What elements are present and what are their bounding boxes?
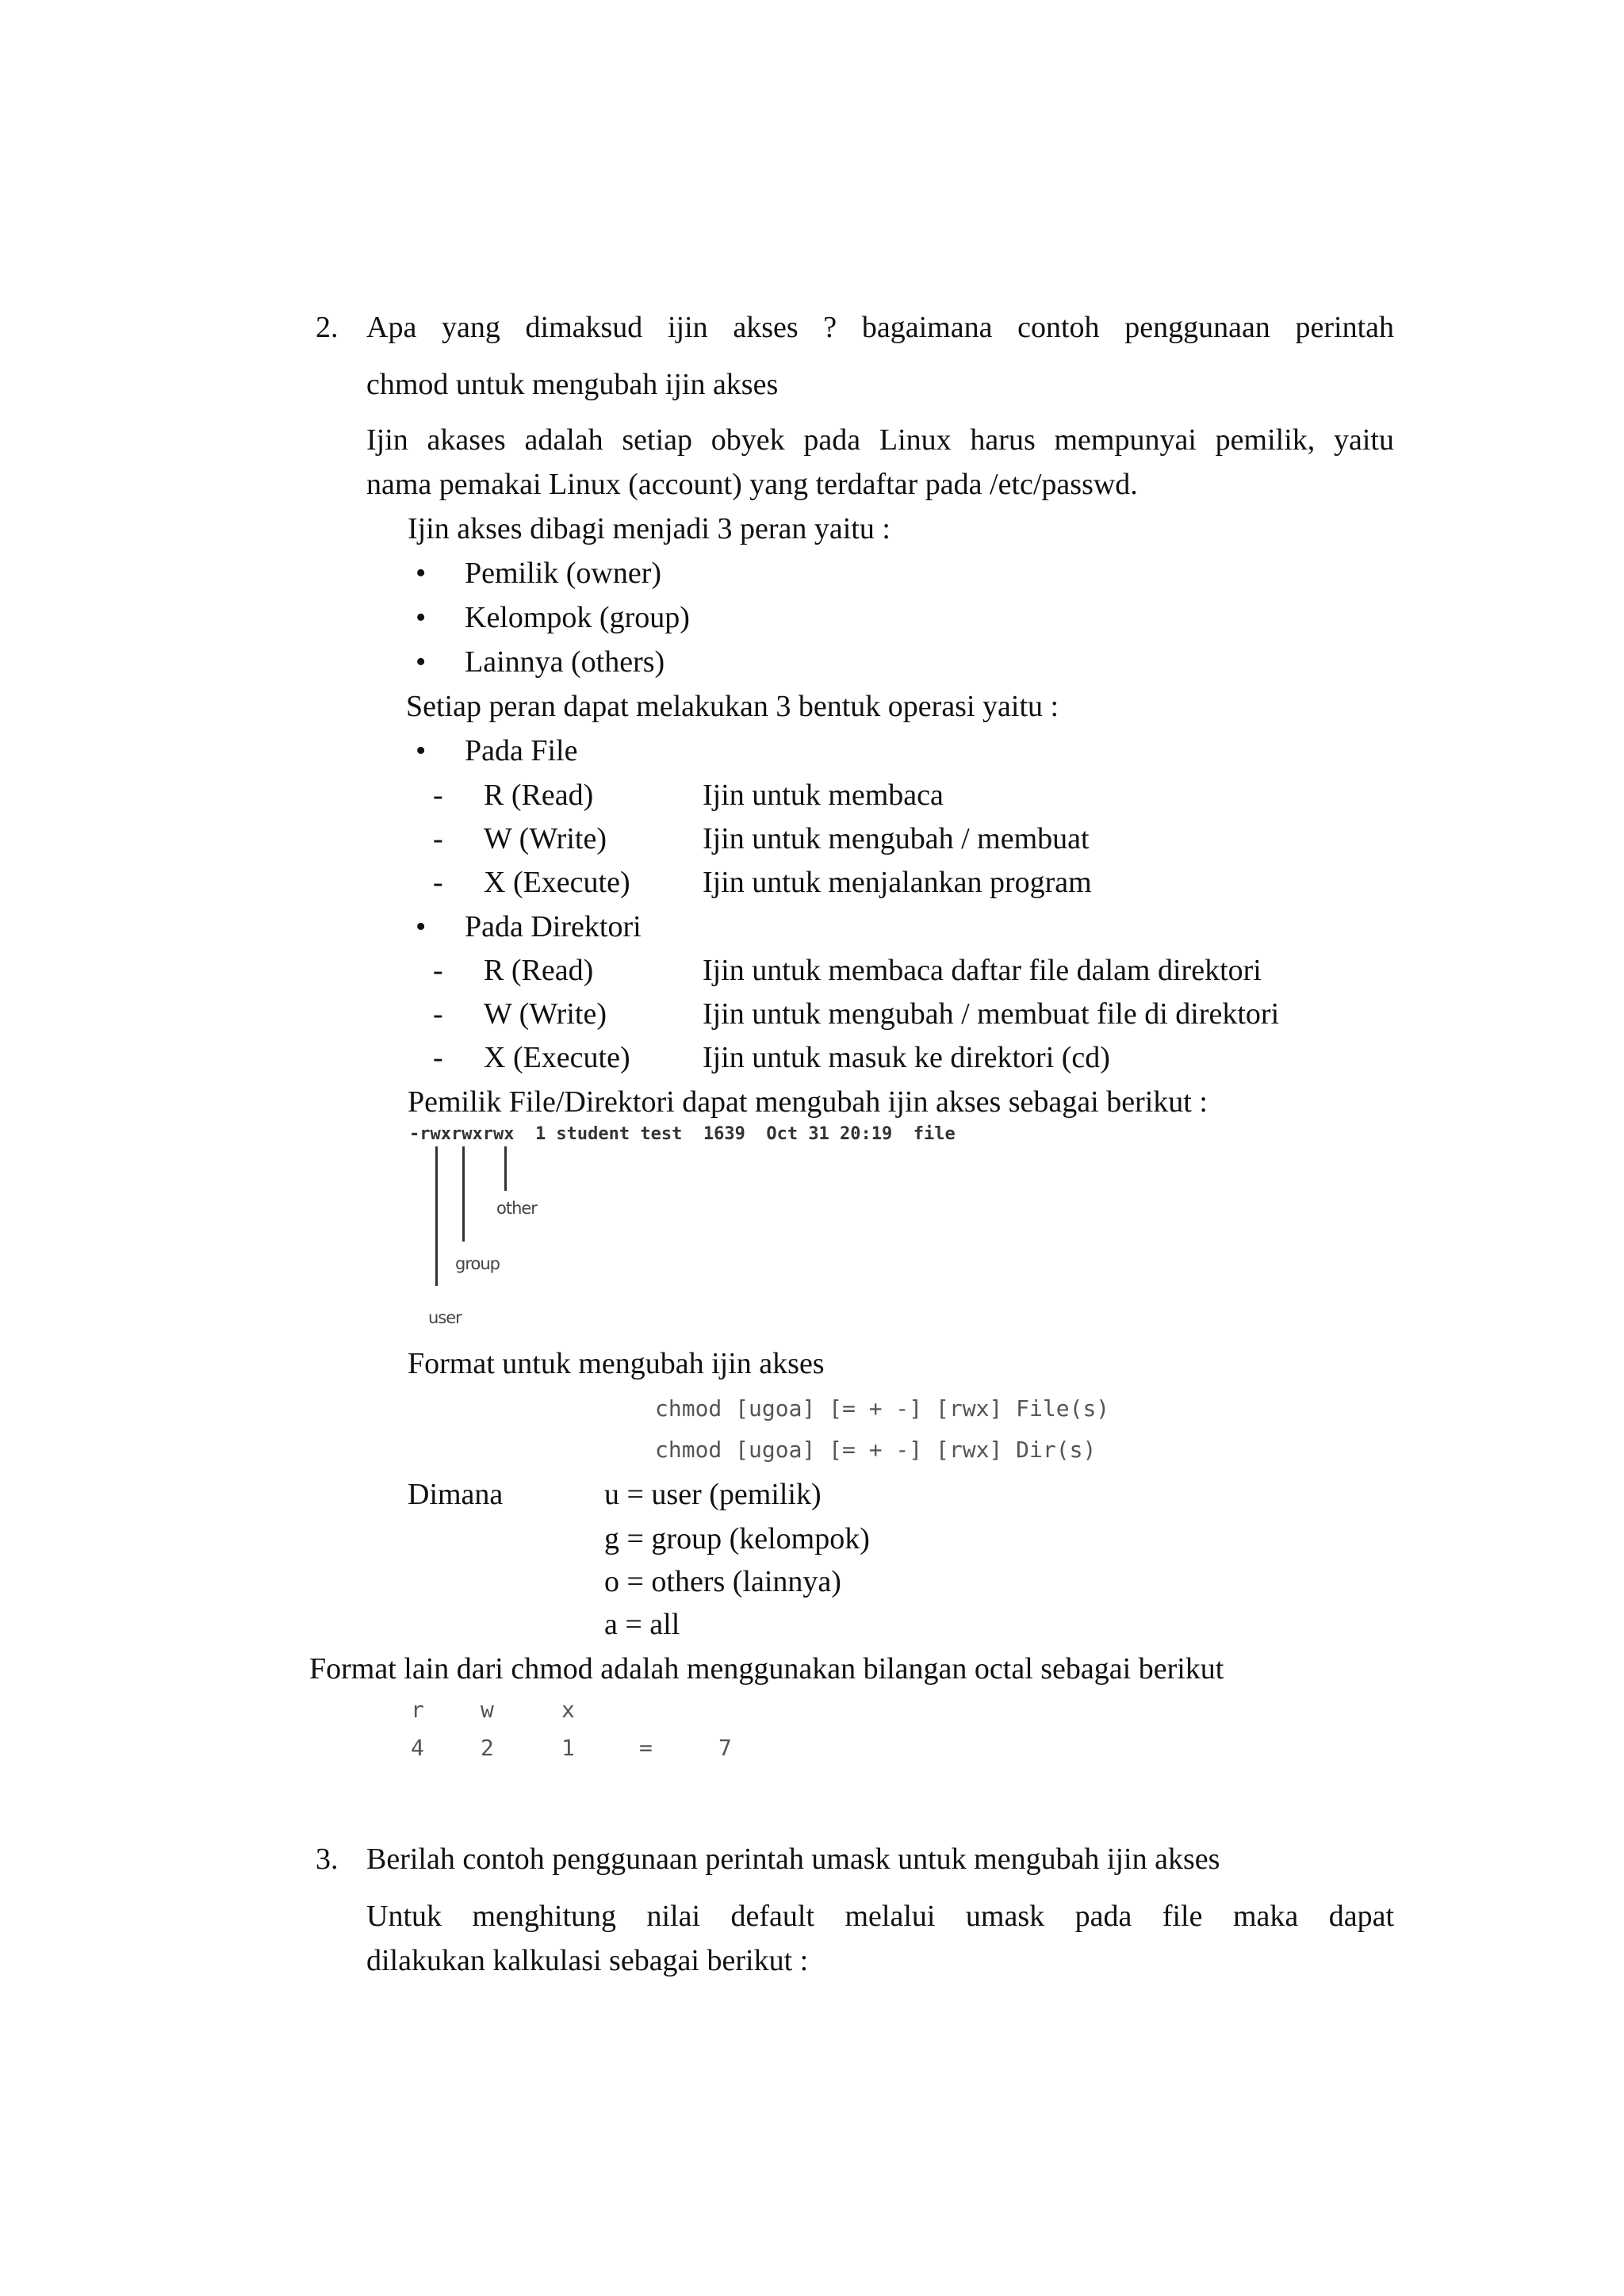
bullet-icon: • xyxy=(416,601,427,634)
octal-total: 7 xyxy=(718,1735,732,1761)
octal-intro: Format lain dari chmod adalah menggunakan bilangan octal sebagai berikut xyxy=(309,1652,1224,1686)
role-item: Pemilik (owner) xyxy=(465,557,662,590)
octal-letter: w xyxy=(481,1697,494,1723)
perm-desc: Ijin untuk mengubah / membuat xyxy=(703,822,1090,855)
perm-flag: X (Execute) xyxy=(484,866,630,899)
group-label: group xyxy=(455,1254,500,1273)
perm-desc: Ijin untuk membaca daftar file dalam direktori xyxy=(703,954,1262,987)
role-item: Lainnya (others) xyxy=(465,645,665,679)
dash-marker: - xyxy=(433,822,443,855)
file-heading: Pada File xyxy=(465,734,578,767)
ls-output-line: -rwxrwxrwx 1 student test 1639 Oct 31 20:19 file xyxy=(409,1124,956,1144)
bullet-icon: • xyxy=(416,734,427,767)
where-item: u = user (pemilik) xyxy=(604,1478,822,1511)
other-label: other xyxy=(496,1199,537,1218)
group-pointer-line xyxy=(462,1146,465,1242)
dash-marker: - xyxy=(433,997,443,1031)
dash-marker: - xyxy=(433,779,443,812)
answer-line1: Ijin akases adalah setiap obyek pada Linux harus mempunyai pemilik, yaitu xyxy=(366,423,1394,457)
where-item: o = others (lainnya) xyxy=(604,1565,841,1598)
question-number: 3. xyxy=(316,1843,339,1876)
octal-value: 2 xyxy=(481,1735,494,1761)
perm-flag: W (Write) xyxy=(484,997,607,1031)
dir-heading: Pada Direktori xyxy=(465,910,642,943)
question-text-line1: Apa yang dimaksud ijin akses ? bagaimana contoh penggunaan perintah xyxy=(366,311,1394,344)
octal-value: 4 xyxy=(411,1735,424,1761)
ops-intro: Setiap peran dapat melakukan 3 bentuk operasi yaitu : xyxy=(406,690,1059,723)
perm-desc: Ijin untuk membaca xyxy=(703,779,944,812)
roles-intro: Ijin akses dibagi menjadi 3 peran yaitu : xyxy=(408,512,891,545)
other-pointer-line xyxy=(504,1146,507,1191)
octal-letter: x xyxy=(561,1697,575,1723)
chmod-dir-syntax: chmod [ugoa] [= + -] [rwx] Dir(s) xyxy=(655,1437,1097,1463)
question-number: 2. xyxy=(316,311,339,344)
octal-letter: r xyxy=(411,1697,424,1723)
perm-flag: X (Execute) xyxy=(484,1041,630,1074)
answer-line1: Untuk menghitung nilai default melalui umask pada file maka dapat xyxy=(366,1900,1394,1933)
question-text-line2: chmod untuk mengubah ijin akses xyxy=(366,368,779,401)
dash-marker: - xyxy=(433,954,443,987)
user-label: user xyxy=(428,1308,462,1327)
role-item: Kelompok (group) xyxy=(465,601,690,634)
chmod-file-syntax: chmod [ugoa] [= + -] [rwx] File(s) xyxy=(655,1395,1110,1422)
octal-value: 1 xyxy=(561,1735,575,1761)
bullet-icon: • xyxy=(416,557,427,590)
dash-marker: - xyxy=(433,866,443,899)
where-item: a = all xyxy=(604,1608,680,1641)
perm-flag: R (Read) xyxy=(484,779,594,812)
perm-desc: Ijin untuk mengubah / membuat file di direktori xyxy=(703,997,1280,1031)
bullet-icon: • xyxy=(416,910,427,943)
question-text: Berilah contoh penggunaan perintah umask untuk mengubah ijin akses xyxy=(366,1843,1220,1876)
format-heading: Format untuk mengubah ijin akses xyxy=(408,1347,825,1380)
dimana-label: Dimana xyxy=(408,1478,504,1511)
dash-marker: - xyxy=(433,1041,443,1074)
answer-line2: nama pemakai Linux (account) yang terdaftar pada /etc/passwd. xyxy=(366,468,1138,501)
answer-line2: dilakukan kalkulasi sebagai berikut : xyxy=(366,1944,809,1977)
perm-desc: Ijin untuk masuk ke direktori (cd) xyxy=(703,1041,1110,1074)
bullet-icon: • xyxy=(416,645,427,679)
user-pointer-line xyxy=(435,1146,438,1286)
octal-equals: = xyxy=(639,1735,653,1761)
perm-desc: Ijin untuk menjalankan program xyxy=(703,866,1092,899)
where-item: g = group (kelompok) xyxy=(604,1522,870,1556)
owner-change-text: Pemilik File/Direktori dapat mengubah ijin akses sebagai berikut : xyxy=(408,1085,1208,1119)
perm-flag: W (Write) xyxy=(484,822,607,855)
perm-flag: R (Read) xyxy=(484,954,594,987)
